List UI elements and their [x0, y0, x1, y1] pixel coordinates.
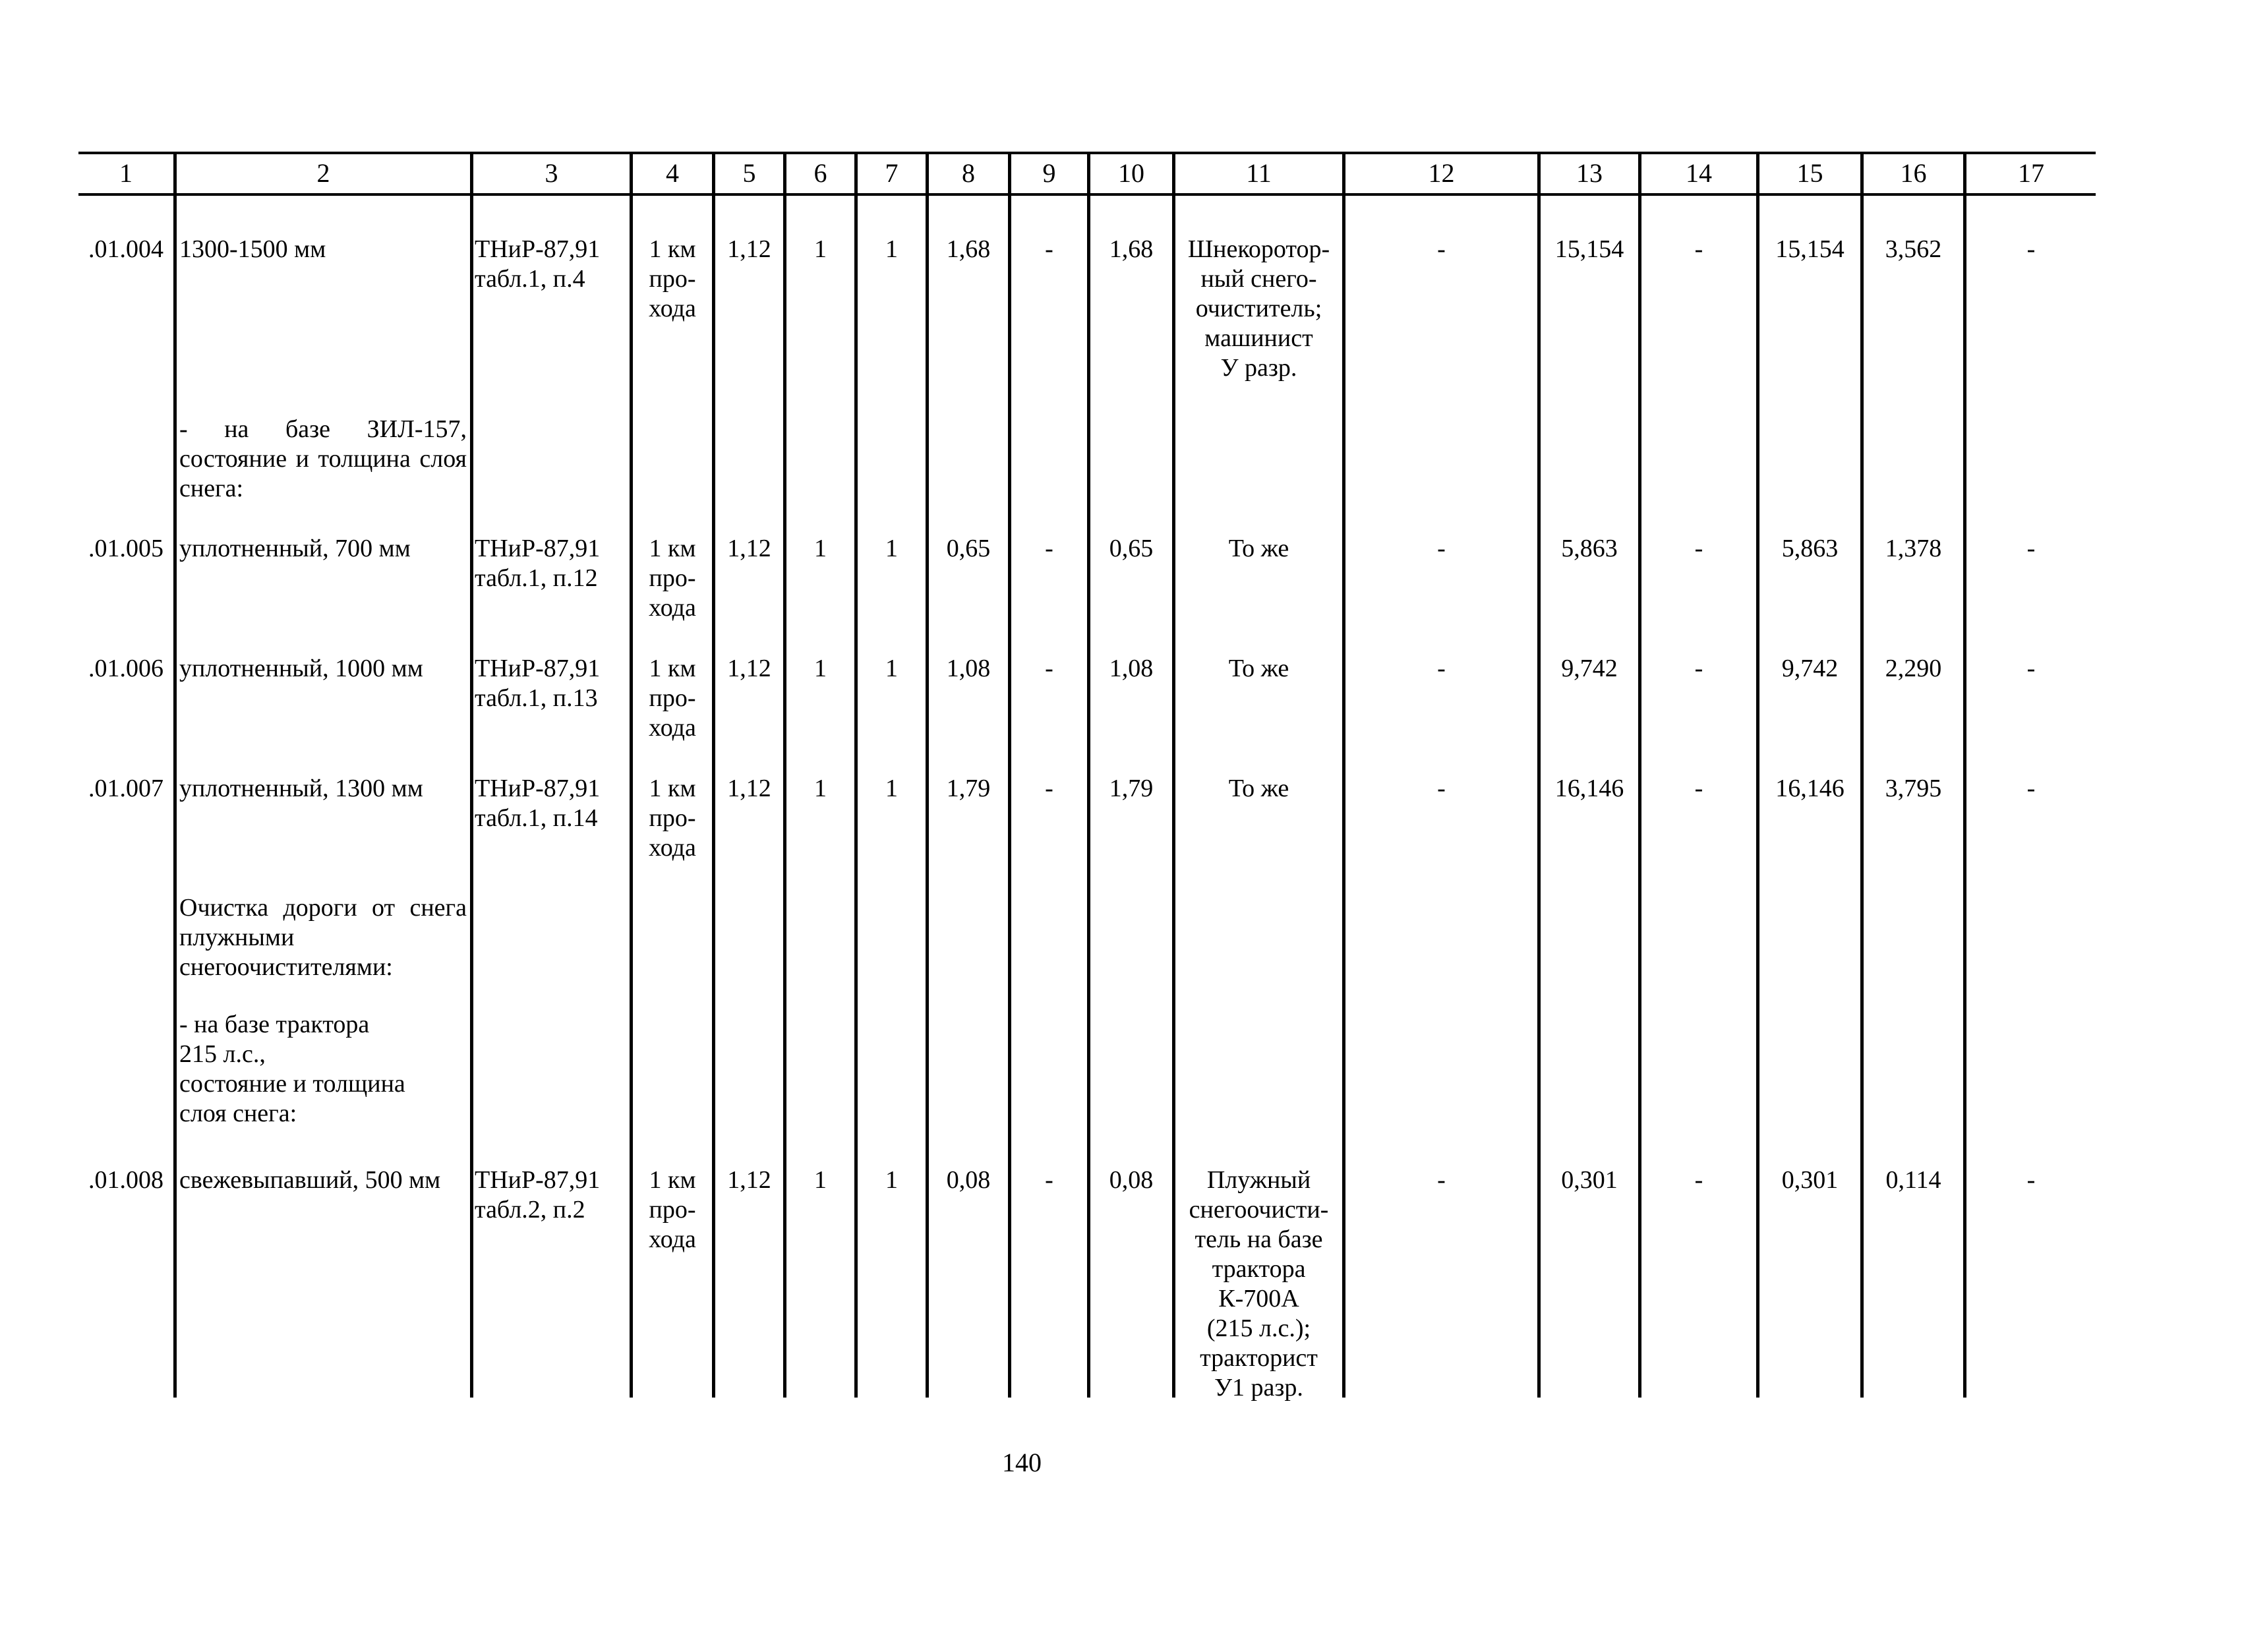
row-cell-17: - [2026, 655, 2036, 682]
row-cell-15: 15,154 [1775, 235, 1845, 263]
row-cell-8: 1,08 [946, 655, 991, 682]
header-cell-17: 17 [2018, 158, 2044, 188]
row-cell-10: 0,65 [1109, 535, 1154, 562]
row-unit-line: 1 км [649, 655, 696, 682]
row-unit-line: про- [649, 1196, 696, 1224]
row-source-line: табл.1, п.12 [475, 564, 598, 592]
row-cell-14: - [1694, 655, 1703, 682]
row-source-line: ТНиР-87,91 [475, 235, 601, 263]
header-cell-8: 8 [962, 158, 975, 188]
row-cell-5: 1,12 [727, 1166, 771, 1194]
row-cell-15: 16,146 [1775, 775, 1845, 802]
row-cell-12: - [1437, 1166, 1446, 1194]
row-source-line: табл.1, п.14 [475, 804, 598, 832]
row-unit-line: про- [649, 684, 696, 712]
row-machine-line: ный снего- [1200, 265, 1317, 293]
row-cell-14: - [1694, 775, 1703, 802]
row-cell-5: 1,12 [727, 535, 771, 562]
row-machine-line: очиститель; [1195, 295, 1322, 322]
row-cell-13: 15,154 [1554, 235, 1624, 263]
header-cell-12: 12 [1428, 158, 1455, 188]
row-code: .01.007 [88, 775, 163, 802]
row-cell-8: 0,08 [946, 1166, 991, 1194]
row-cell-6: 1 [814, 1166, 827, 1194]
row-cell-5: 1,12 [727, 235, 771, 263]
row-source-line: табл.2, п.2 [475, 1196, 585, 1224]
row-cell-17: - [2026, 235, 2036, 263]
header-cell-14: 14 [1686, 158, 1712, 188]
row-cell-8: 0,65 [946, 535, 991, 562]
row-machine-line: трактора [1212, 1255, 1306, 1283]
row-unit-line: про- [649, 564, 696, 592]
row-name: уплотненный, 1300 мм [179, 775, 423, 802]
row-cell-14: - [1694, 235, 1703, 263]
row-unit-line: про- [649, 804, 696, 832]
row-unit-line: хода [649, 834, 696, 862]
row-source-line: ТНиР-87,91 [475, 535, 601, 562]
row-cell-16: 3,562 [1885, 235, 1942, 263]
row-cell-10: 1,79 [1109, 775, 1154, 802]
row-cell-10: 0,08 [1109, 1166, 1154, 1194]
row-cell-17: - [2026, 775, 2036, 802]
row-cell-12: - [1437, 235, 1446, 263]
row-machine-line: Шнекоротор- [1187, 235, 1330, 263]
row-source-line: табл.1, п.13 [475, 684, 598, 712]
row-code: .01.006 [88, 655, 163, 682]
section-subheading-line: 215 л.с., [179, 1040, 266, 1068]
row-unit-line: хода [649, 295, 696, 322]
row-cell-8: 1,79 [946, 775, 991, 802]
header-cell-11: 11 [1246, 158, 1272, 188]
section-subheading: Очистка дороги от снега плужными снегоочистителями: [179, 894, 467, 981]
row-unit-line: 1 км [649, 1166, 696, 1194]
row-unit-line: хода [649, 1225, 696, 1253]
row-cell-17: - [2026, 1166, 2036, 1194]
row-cell-14: - [1694, 535, 1703, 562]
row-cell-7: 1 [885, 235, 898, 263]
row-cell-9: - [1045, 535, 1053, 562]
row-cell-10: 1,68 [1109, 235, 1154, 263]
row-machine-line: То же [1228, 775, 1289, 802]
row-cell-14: - [1694, 1166, 1703, 1194]
row-name: уплотненный, 700 мм [179, 535, 411, 562]
row-cell-8: 1,68 [946, 235, 991, 263]
header-cell-6: 6 [813, 158, 827, 188]
row-cell-13: 16,146 [1554, 775, 1624, 802]
row-cell-6: 1 [814, 535, 827, 562]
row-unit-line: про- [649, 265, 696, 293]
row-unit-line: 1 км [649, 775, 696, 802]
row-cell-9: - [1045, 655, 1053, 682]
row-cell-15: 0,301 [1781, 1166, 1839, 1194]
row-name: свежевыпавший, 500 мм [179, 1166, 441, 1194]
row-cell-7: 1 [885, 1166, 898, 1194]
section-subheading-line: - на базе трактора [179, 1011, 370, 1038]
row-cell-6: 1 [814, 235, 827, 263]
header-cell-9: 9 [1042, 158, 1056, 188]
col-divider [173, 152, 177, 1398]
row-cell-9: - [1045, 775, 1053, 802]
header-cell-4: 4 [666, 158, 679, 188]
row-cell-13: 9,742 [1561, 655, 1618, 682]
row-machine-line: тель на базе [1195, 1225, 1323, 1253]
row-unit-line: 1 км [649, 235, 696, 263]
row-unit-line: хода [649, 714, 696, 742]
row-cell-13: 0,301 [1561, 1166, 1618, 1194]
header-cell-16: 16 [1900, 158, 1927, 188]
row-name: уплотненный, 1000 мм [179, 655, 423, 682]
row-cell-15: 9,742 [1781, 655, 1839, 682]
row-machine-line: То же [1228, 535, 1289, 562]
row-cell-7: 1 [885, 655, 898, 682]
row-code: .01.004 [88, 235, 163, 263]
row-cell-17: - [2026, 535, 2036, 562]
row-code: .01.005 [88, 535, 163, 562]
section-subheading-line: слоя снега: [179, 1100, 297, 1127]
row-machine-line: машинист [1204, 324, 1313, 352]
header-cell-5: 5 [742, 158, 756, 188]
row-cell-6: 1 [814, 655, 827, 682]
row-machine-line: (215 л.с.); [1206, 1314, 1311, 1342]
row-machine-line: То же [1228, 655, 1289, 682]
row-unit-line: 1 км [649, 535, 696, 562]
row-cell-16: 3,795 [1885, 775, 1942, 802]
header-cell-1: 1 [119, 158, 133, 188]
row-cell-5: 1,12 [727, 775, 771, 802]
row-unit-line: хода [649, 594, 696, 622]
row-source-line: ТНиР-87,91 [475, 775, 601, 802]
row-machine-line: Плужный [1206, 1166, 1311, 1194]
row-cell-9: - [1045, 235, 1053, 263]
row-cell-13: 5,863 [1561, 535, 1618, 562]
row-cell-15: 5,863 [1781, 535, 1839, 562]
header-cell-2: 2 [316, 158, 330, 188]
row-cell-12: - [1437, 775, 1446, 802]
row-cell-16: 0,114 [1885, 1166, 1941, 1194]
row-cell-7: 1 [885, 535, 898, 562]
row-machine-line: У разр. [1220, 354, 1297, 382]
page-number: 140 [1002, 1448, 1042, 1477]
header-cell-3: 3 [545, 158, 558, 188]
header-cell-13: 13 [1576, 158, 1603, 188]
row-code: .01.008 [88, 1166, 163, 1194]
section-subheading: - на базе ЗИЛ-157, состояние и толщина слоя снега: [179, 415, 467, 502]
row-source-line: ТНиР-87,91 [475, 1166, 601, 1194]
row-machine-line: тракторист [1200, 1344, 1318, 1372]
row-source-line: ТНиР-87,91 [475, 655, 601, 682]
row-cell-12: - [1437, 655, 1446, 682]
row-cell-16: 2,290 [1885, 655, 1942, 682]
row-cell-6: 1 [814, 775, 827, 802]
row-source-line: табл.1, п.4 [475, 265, 585, 293]
row-cell-16: 1,378 [1885, 535, 1942, 562]
row-machine-line: К-700А [1218, 1285, 1299, 1313]
header-cell-15: 15 [1796, 158, 1823, 188]
header-cell-7: 7 [885, 158, 899, 188]
section-subheading-line: состояние и толщина [179, 1070, 405, 1098]
row-cell-12: - [1437, 535, 1446, 562]
row-machine-line: снегоочисти- [1189, 1196, 1329, 1224]
row-cell-7: 1 [885, 775, 898, 802]
row-cell-5: 1,12 [727, 655, 771, 682]
row-cell-9: - [1045, 1166, 1053, 1194]
row-name: 1300-1500 мм [179, 235, 326, 263]
row-machine-line: У1 разр. [1214, 1374, 1303, 1401]
col-divider [470, 152, 473, 1398]
row-cell-10: 1,08 [1109, 655, 1154, 682]
header-cell-10: 10 [1118, 158, 1144, 188]
